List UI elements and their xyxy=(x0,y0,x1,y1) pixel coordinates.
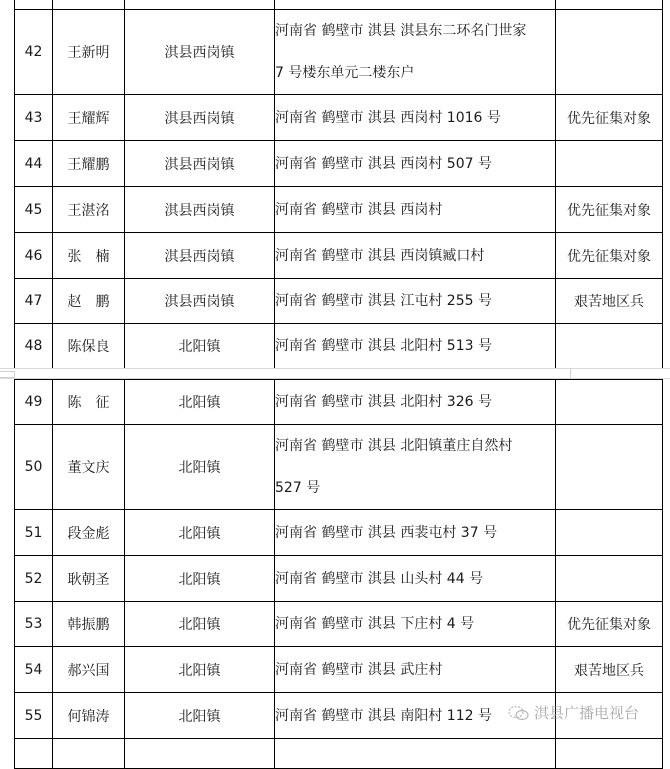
row-number-cell xyxy=(15,739,53,769)
town-cell: 北阳镇 xyxy=(125,693,275,739)
address-line: 河南省 鹤壁市 淇县 南阳村 112 号 xyxy=(275,707,492,724)
row-number-cell: 45 xyxy=(15,187,53,233)
row-number-cell: 49 xyxy=(15,380,53,425)
table-row xyxy=(15,324,663,369)
name-cell: 韩振鹏 xyxy=(53,602,125,647)
row-number-cell: 43 xyxy=(15,95,53,141)
name-cell: 赵 鹏 xyxy=(53,279,125,324)
note-cell xyxy=(556,739,663,769)
name-cell: 王湛洺 xyxy=(53,187,125,233)
row-number-cell: 48 xyxy=(15,324,53,369)
name-cell: 王新明 xyxy=(53,10,125,95)
watermark-text: 淇县广播电视台 xyxy=(534,704,640,722)
note-cell xyxy=(556,0,663,10)
address-cell xyxy=(275,739,556,769)
note-cell xyxy=(556,10,663,95)
page-corner-mark-left xyxy=(0,371,15,378)
note-cell xyxy=(556,141,663,187)
address-cell xyxy=(275,187,556,233)
address-line: 527 号 xyxy=(275,480,321,496)
table-row xyxy=(15,510,663,556)
name-cell: 张 楠 xyxy=(53,233,125,279)
row-number-cell: 50 xyxy=(15,425,53,510)
address-line: 河南省 鹤壁市 淇县 西岗村 1016 号 xyxy=(275,109,501,126)
row-number-cell: 46 xyxy=(15,233,53,279)
table-row xyxy=(15,95,663,141)
roster-table-page-2 xyxy=(14,379,663,769)
page-break-divider xyxy=(0,368,670,379)
address-cell xyxy=(275,279,556,324)
name-cell: 王耀鹏 xyxy=(53,141,125,187)
row-number-cell: 47 xyxy=(15,279,53,324)
address-line: 河南省 鹤壁市 淇县 西岗村 507 号 xyxy=(275,155,492,172)
note-cell: 艰苦地区兵 xyxy=(556,647,663,693)
town-cell: 淇县西岗镇 xyxy=(125,233,275,279)
table-row xyxy=(15,10,663,95)
row-number-cell: 53 xyxy=(15,602,53,647)
town-cell: 北阳镇 xyxy=(125,510,275,556)
address-line: 河南省 鹤壁市 淇县 淇县东二环名门世家 xyxy=(275,23,527,39)
town-cell: 淇县西岗镇 xyxy=(125,187,275,233)
address-line: 7 号楼东单元二楼东户 xyxy=(275,65,415,81)
town-cell xyxy=(125,739,275,769)
town-cell xyxy=(125,0,275,10)
table-row xyxy=(15,233,663,279)
address-line: 河南省 鹤壁市 淇县 北阳村 326 号 xyxy=(275,394,492,410)
town-cell: 淇县西岗镇 xyxy=(125,10,275,95)
address-cell xyxy=(275,141,556,187)
address-cell xyxy=(275,10,556,95)
address-cell xyxy=(275,380,556,425)
note-cell: 优先征集对象 xyxy=(556,602,663,647)
address-line: 河南省 鹤壁市 淇县 下庄村 4 号 xyxy=(275,616,475,632)
address-cell xyxy=(275,556,556,602)
address-cell xyxy=(275,602,556,647)
note-cell xyxy=(556,425,663,510)
row-number-cell: 44 xyxy=(15,141,53,187)
name-cell: 陈 征 xyxy=(53,380,125,425)
note-cell: 优先征集对象 xyxy=(556,187,663,233)
town-cell: 北阳镇 xyxy=(125,425,275,510)
table-row xyxy=(15,0,663,10)
address-line: 河南省 鹤壁市 淇县 江屯村 255 号 xyxy=(275,293,492,309)
town-cell: 北阳镇 xyxy=(125,602,275,647)
table-row xyxy=(15,647,663,693)
address-cell xyxy=(275,324,556,369)
address-line: 河南省 鹤壁市 淇县 武庄村 xyxy=(275,661,443,678)
table-row xyxy=(15,279,663,324)
address-line: 河南省 鹤壁市 淇县 北阳村 513 号 xyxy=(275,338,492,354)
roster-table-page-1 xyxy=(14,0,663,369)
name-cell: 耿朝圣 xyxy=(53,556,125,602)
address-line: 河南省 鹤壁市 淇县 北阳镇董庄自然村 xyxy=(275,438,513,454)
address-line: 河南省 鹤壁市 淇县 山头村 44 号 xyxy=(275,570,484,587)
name-cell: 王耀辉 xyxy=(53,95,125,141)
address-cell xyxy=(275,95,556,141)
table-row xyxy=(15,693,663,739)
name-cell: 董文庆 xyxy=(53,425,125,510)
name-cell xyxy=(53,739,125,769)
table-row xyxy=(15,602,663,647)
row-number-cell: 42 xyxy=(15,10,53,95)
address-line: 河南省 鹤壁市 淇县 西裴屯村 37 号 xyxy=(275,524,498,541)
name-cell xyxy=(53,0,125,10)
note-cell xyxy=(556,324,663,369)
table-row xyxy=(15,187,663,233)
town-cell: 淇县西岗镇 xyxy=(125,95,275,141)
row-number-cell xyxy=(15,0,53,10)
name-cell: 陈保良 xyxy=(53,324,125,369)
note-cell xyxy=(556,380,663,425)
town-cell: 北阳镇 xyxy=(125,380,275,425)
table-row xyxy=(15,556,663,602)
note-cell: 艰苦地区兵 xyxy=(556,279,663,324)
name-cell: 段金彪 xyxy=(53,510,125,556)
address-cell xyxy=(275,0,556,10)
row-number-cell: 55 xyxy=(15,693,53,739)
address-cell xyxy=(275,693,556,739)
note-cell xyxy=(556,556,663,602)
note-cell: 优先征集对象 xyxy=(556,95,663,141)
row-number-cell: 51 xyxy=(15,510,53,556)
address-cell xyxy=(275,647,556,693)
table-row xyxy=(15,425,663,510)
name-cell: 郝兴国 xyxy=(53,647,125,693)
address-line: 河南省 鹤壁市 淇县 西岗镇臧口村 xyxy=(275,247,485,264)
table-row xyxy=(15,739,663,769)
note-cell xyxy=(556,510,663,556)
address-line: 河南省 鹤壁市 淇县 西岗村 xyxy=(275,201,443,218)
town-cell: 淇县西岗镇 xyxy=(125,141,275,187)
address-cell xyxy=(275,233,556,279)
address-cell xyxy=(275,425,556,510)
row-number-cell: 54 xyxy=(15,647,53,693)
town-cell: 北阳镇 xyxy=(125,556,275,602)
name-cell: 何锦涛 xyxy=(53,693,125,739)
table-row xyxy=(15,380,663,425)
town-cell: 北阳镇 xyxy=(125,324,275,369)
row-number-cell: 52 xyxy=(15,556,53,602)
table-row xyxy=(15,141,663,187)
note-cell: 优先征集对象 xyxy=(556,233,663,279)
town-cell: 北阳镇 xyxy=(125,647,275,693)
town-cell: 淇县西岗镇 xyxy=(125,279,275,324)
address-cell xyxy=(275,510,556,556)
note-cell xyxy=(556,693,663,739)
